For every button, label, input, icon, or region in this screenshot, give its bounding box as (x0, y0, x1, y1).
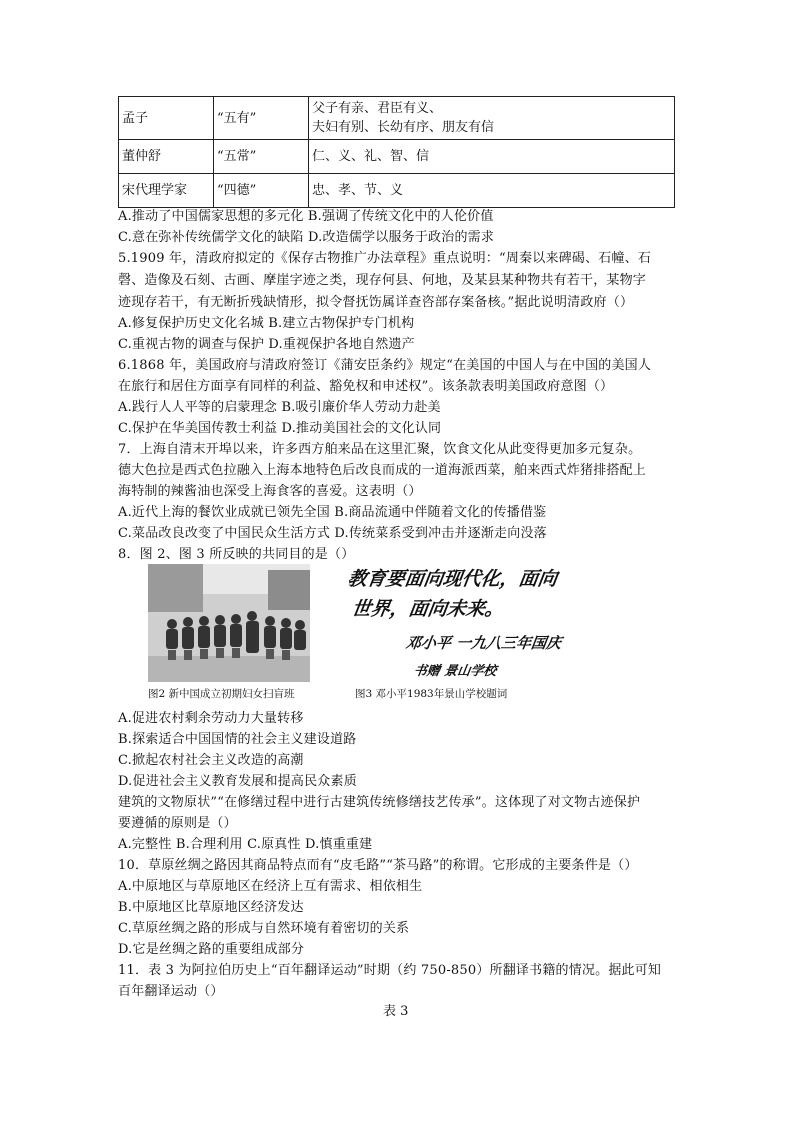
option-line: D.它是丝绸之路的重要组成部分 (118, 942, 305, 957)
question-10-text: 10．草原丝绸之路因其商品特点而有“皮毛路”“茶马路”的称谓。它形成的主要条件是（） (118, 858, 638, 873)
option-line: A.推动了中国儒家思想的多元化 B.强调了传统文化中的人伦价值 (118, 209, 494, 224)
option-line: A.促进农村剩余劳动力大量转移 (118, 711, 304, 726)
table-cell-content: 仁、义、礼、智、信 (309, 140, 675, 174)
table-cell-content (309, 97, 675, 140)
question-11-text: 百年翻译运动（） (118, 984, 224, 999)
option-line: A.近代上海的餐饮业成就已领先全国 B.商品流通中伴随着文化的传播借鉴 (118, 505, 547, 520)
inscription-line: 世界，面向未来。 (350, 598, 506, 620)
option-line: C.意在弥补传统儒学文化的缺陷 D.改造儒学以服务于政治的需求 (118, 230, 495, 245)
table-cell-content: 忠、孝、节、义 (309, 174, 675, 208)
option-line: C.菜品改良改变了中国民众生活方式 D.传统菜系受到冲击并逐渐走向没落 (118, 526, 547, 541)
question-7-text: 德大色拉是西式色拉融入上海本地特色后改良而成的一道海派西菜，舶来西式炸猪排搭配上 (118, 463, 647, 478)
question-5-text: 5.1909 年，清政府拟定的《保存古物推广办法章程》重点说明：“周秦以来碑碣、石幢、石 (118, 251, 652, 266)
table-cell-person: 孟子 (119, 97, 214, 140)
option-line: A.完整性 B.合理利用 C.原真性 D.慎重重建 (118, 837, 373, 852)
figure-2-caption: 图2 新中国成立初期妇女扫盲班 (148, 688, 295, 700)
figure-3-caption: 图3 邓小平1983年景山学校题词 (355, 688, 508, 700)
option-line: C.草原丝绸之路的形成与自然环境有着密切的关系 (118, 921, 410, 936)
option-line: C.重视古物的调查与保护 D.重视保护各地自然遗产 (118, 337, 415, 352)
option-line: A.中原地区与草原地区在经济上互有需求、相依相生 (118, 879, 423, 894)
table-cell-person: 宋代理学家 (119, 174, 214, 208)
content-line: 夫妇有别、长幼有序、朋友有信 (312, 120, 495, 135)
literacy-class-photo (148, 564, 310, 682)
inscription-dedication: 书赠 景山学校 (412, 664, 498, 679)
ethics-table (118, 96, 675, 208)
question-8-text: 8．图 2、图 3 所反映的共同目的是（） (118, 547, 355, 562)
table-cell-term: “四德” (214, 174, 309, 208)
option-line: A.修复保护历史文化名城 B.建立古物保护专门机构 (118, 316, 415, 331)
table-label: 表 3 (383, 1004, 409, 1019)
table-cell-person: 董仲舒 (119, 140, 214, 174)
inscription-line: 教育要面向现代化，面向 (346, 568, 559, 590)
question-5-text: 磬、造像及石刻、古画、摩崖字迹之类，现存何县、何地，及某县某种物共有若干，某物字 (118, 273, 647, 288)
table-row (119, 97, 675, 140)
question-6-text: 6.1868 年，美国政府与清政府签订《蒲安臣条约》规定“在美国的中国人与在中国的美国人 (118, 358, 652, 373)
table-row (119, 174, 675, 208)
option-line: C.保护在华美国传教士利益 D.推动美国社会的文化认同 (118, 421, 442, 436)
option-line: C.掀起农村社会主义改造的高潮 (118, 753, 304, 768)
calligraphy-inscription (346, 560, 563, 684)
question-7-text: 海特制的辣酱油也深受上海食客的喜爱。这表明（） (118, 484, 422, 499)
option-line: B.探索适合中国国情的社会主义建设道路 (118, 732, 357, 747)
question-9-text: 要遵循的原则是（） (118, 816, 237, 831)
inscription-signature: 邓小平 一九八三年国庆 (404, 634, 563, 652)
question-11-text: 11．表 3 为阿拉伯历史上“百年翻译运动”时期（约 750-850）所翻译书籍的情况。据此可知 (118, 963, 662, 978)
table-row (119, 140, 675, 174)
table-cell-term: “五常” (214, 140, 309, 174)
question-6-text: 在旅行和居住方面享有同样的利益、豁免权和申述权”。该条款表明美国政府意图（） (118, 379, 614, 394)
option-line: B.中原地区比草原地区经济发达 (118, 900, 304, 915)
question-5-text: 迹现存若干，有无断折残缺情形，拟令督抚饬属详查咨部存案备核。”据此说明清政府（） (118, 295, 634, 310)
question-9-text: 建筑的文物原状”“在修缮过程中进行古建筑传统修缮技艺传承”。这体现了对文物古迹保护 (118, 795, 641, 810)
table-cell-term: “五有” (214, 97, 309, 140)
option-line: A.践行人人平等的启蒙理念 B.吸引廉价华人劳动力赴美 (118, 400, 441, 415)
content-line: 父子有亲、君臣有义、 (312, 101, 443, 116)
question-7-text: 7．上海自清末开埠以来，许多西方舶来品在这里汇聚，饮食文化从此变得更加多元复杂。 (118, 442, 642, 457)
option-line: D.促进社会主义教育发展和提高民众素质 (118, 774, 357, 789)
